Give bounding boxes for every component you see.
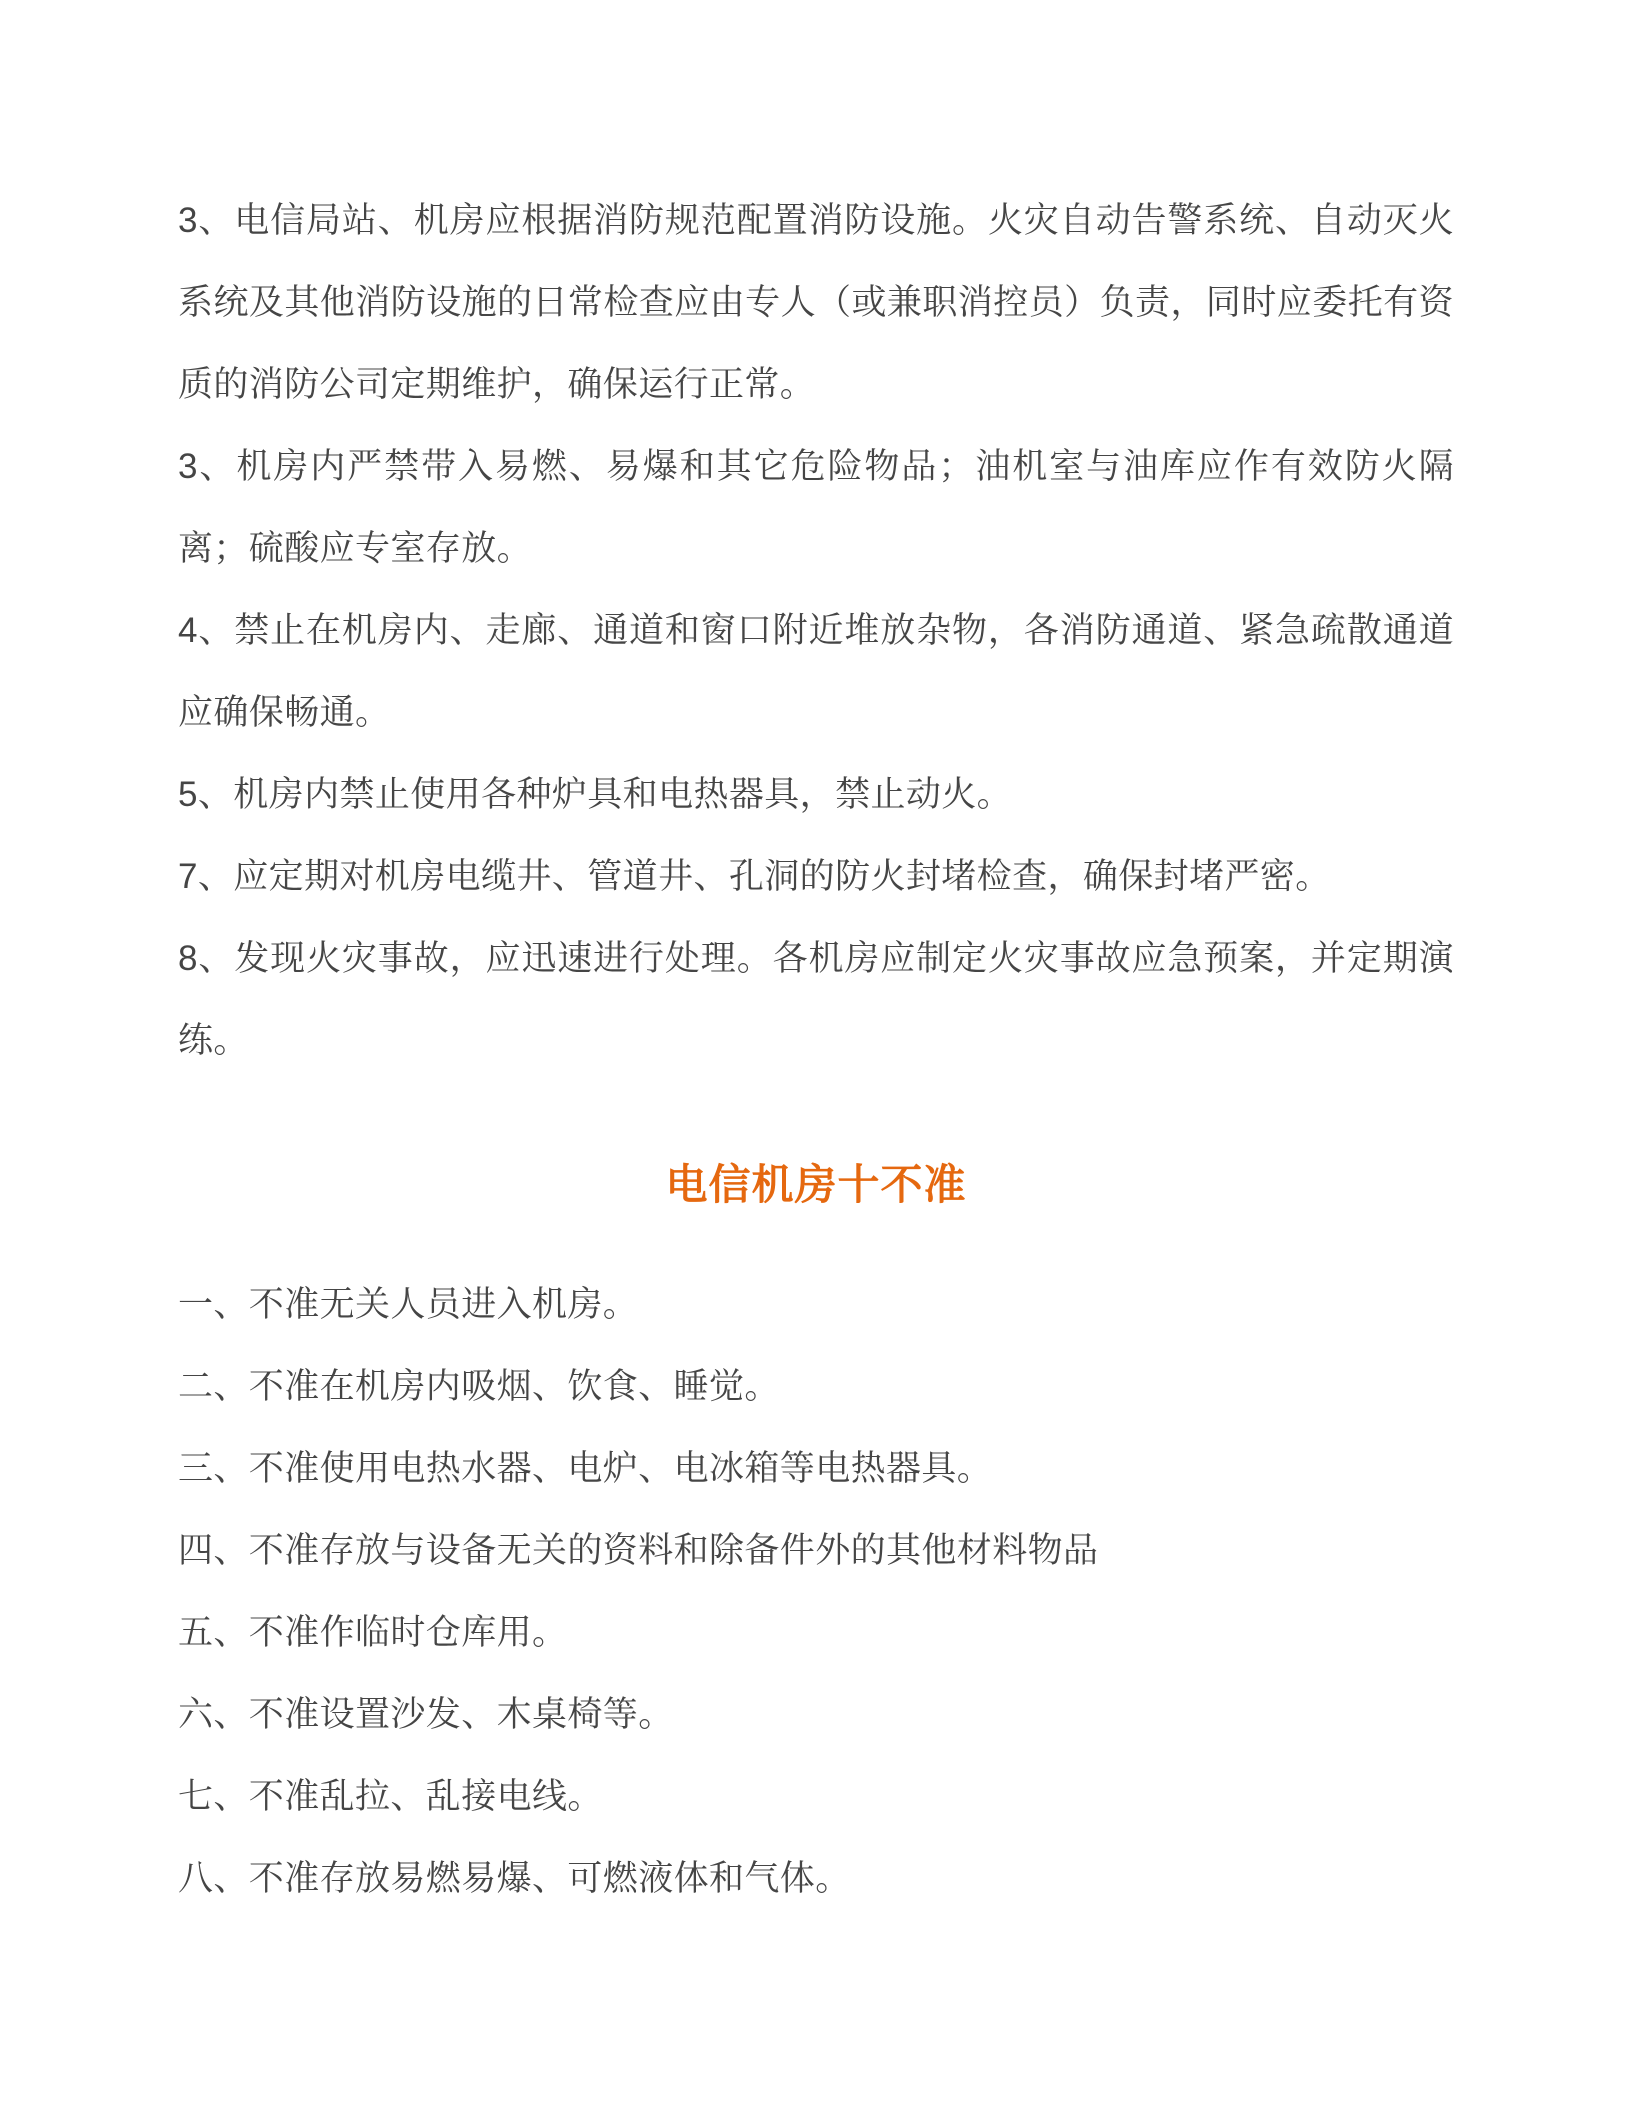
rule-item-8: 八、不准存放易燃易爆、可燃液体和气体。 (178, 1859, 851, 1898)
paragraph-no-clutter: 4、禁止在机房内、走廊、通道和窗口附近堆放杂物，各消防通道、紧急疏散通道应确保畅通。 (178, 611, 1454, 732)
section-heading-ten-prohibitions: 电信机房十不准 (665, 1161, 967, 1208)
rule-item-4: 四、不准存放与设备无关的资料和除备件外的其他材料物品 (178, 1531, 1099, 1570)
rule-item-2: 二、不准在机房内吸烟、饮食、睡觉。 (178, 1367, 780, 1406)
rule-item-1: 一、不准无关人员进入机房。 (178, 1285, 639, 1324)
fire-safety-paragraphs (178, 180, 1454, 1082)
paragraph-fire-emergency: 8、发现火灾事故，应迅速进行处理。各机房应制定火灾事故应急预案，并定期演练。 (178, 939, 1454, 1060)
paragraph-no-stoves: 5、机房内禁止使用各种炉具和电热器具，禁止动火。 (178, 775, 1013, 814)
paragraph-dangerous-goods: 3、机房内严禁带入易燃、易爆和其它危险物品；油机室与油库应作有效防火隔离；硫酸应专室存放。 (178, 447, 1454, 568)
ten-prohibitions-list (178, 1264, 1454, 1920)
rule-item-5: 五、不准作临时仓库用。 (178, 1613, 568, 1652)
rule-item-7: 七、不准乱拉、乱接电线。 (178, 1777, 603, 1816)
paragraph-fire-facilities: 3、电信局站、机房应根据消防规范配置消防设施。火灾自动告警系统、自动灭火系统及其他消防设施的日常检查应由专人（或兼职消控员）负责，同时应委托有资质的消防公司定期维护，确保运行正常。 (178, 201, 1454, 404)
paragraph-fire-sealing: 7、应定期对机房电缆井、管道井、孔洞的防火封堵检查，确保封堵严密。 (178, 857, 1331, 896)
rule-item-3: 三、不准使用电热水器、电炉、电冰箱等电热器具。 (178, 1449, 993, 1488)
rule-item-6: 六、不准设置沙发、木桌椅等。 (178, 1695, 674, 1734)
